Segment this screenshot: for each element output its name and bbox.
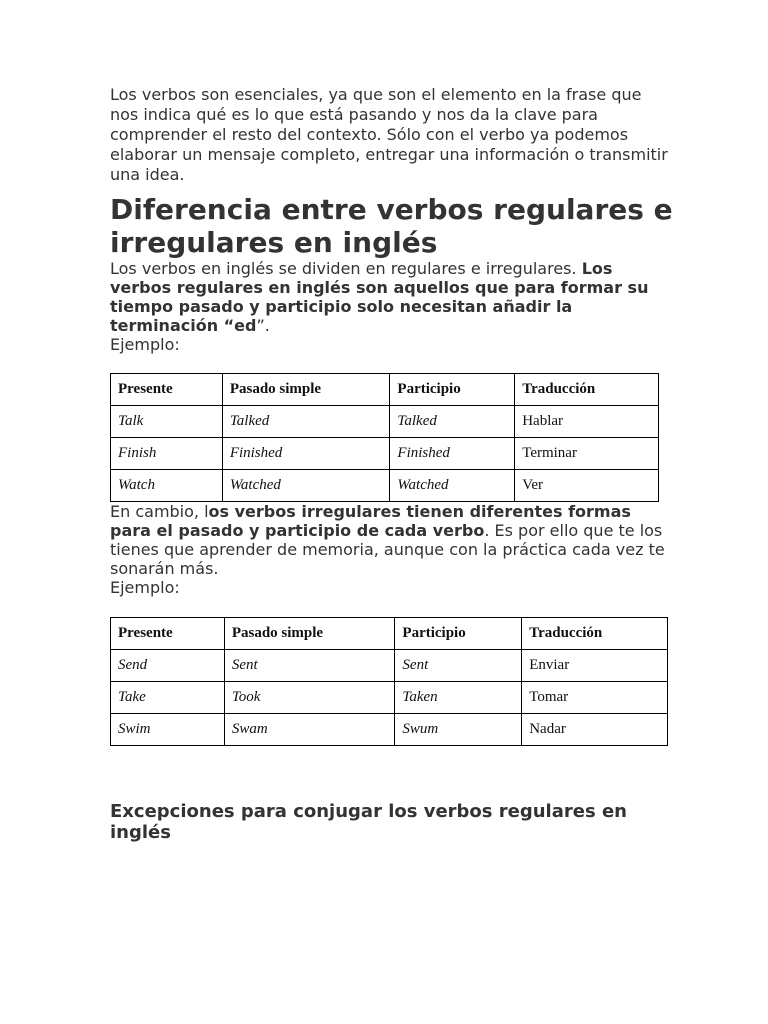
table-row <box>111 650 668 682</box>
table-cell: Watched <box>222 470 390 502</box>
header-cell: Pasado simple <box>224 618 395 650</box>
table-cell: Finished <box>222 438 390 470</box>
table-cell: Tomar <box>522 682 668 714</box>
table-cell: Taken <box>395 682 522 714</box>
header-cell: Participio <box>395 618 522 650</box>
table-cell: Terminar <box>515 438 659 470</box>
table-cell: Hablar <box>515 406 659 438</box>
table-cell: Enviar <box>522 650 668 682</box>
irregular-lead-text: En cambio, l <box>110 502 209 521</box>
table-cell: Talked <box>222 406 390 438</box>
regular-verbs-table <box>110 373 659 502</box>
regular-lead-text: Los verbos en inglés se dividen en regulares e irregulares. <box>110 259 582 278</box>
irregular-verbs-paragraph <box>110 502 670 597</box>
table-cell: Sent <box>395 650 522 682</box>
table-cell: Talk <box>111 406 223 438</box>
irregular-tail-text: . Es por ello que te los tienes que aprender de memoria, aunque con la práctica cada vez te sonarán más. <box>110 521 665 578</box>
regular-tail-text: ”. <box>256 316 270 335</box>
table-row <box>111 438 659 470</box>
intro-paragraph: Los verbos son esenciales, ya que son el elemento en la frase que nos indica qué es lo que está pasando y nos da la clave para comprender el resto del contexto. Sólo con el verbo ya podemos elaborar un mensaje completo, entregar una información o transmitir una idea. <box>110 85 668 184</box>
regular-example-label: Ejemplo: <box>110 335 180 354</box>
table-cell: Swim <box>111 714 225 746</box>
table-cell: Watch <box>111 470 223 502</box>
table-row <box>111 682 668 714</box>
table-row <box>111 470 659 502</box>
table-cell: Talked <box>390 406 515 438</box>
table-cell: Swum <box>395 714 522 746</box>
header-cell: Participio <box>390 374 515 406</box>
table-header-row <box>111 374 659 406</box>
regular-verbs-paragraph <box>110 259 670 354</box>
table-header-row <box>111 618 668 650</box>
header-cell: Traducción <box>515 374 659 406</box>
table-cell: Send <box>111 650 225 682</box>
table-cell: Swam <box>224 714 395 746</box>
table-cell: Finished <box>390 438 515 470</box>
irregular-verbs-table <box>110 617 668 746</box>
subsection-heading: Excepciones para conjugar los verbos regulares en inglés <box>110 801 627 843</box>
regular-bold-text: Los verbos regulares en inglés son aquellos que para formar su tiempo pasado y participio solo necesitan añadir la terminación “ed <box>110 259 649 335</box>
table-cell: Nadar <box>522 714 668 746</box>
table-cell: Sent <box>224 650 395 682</box>
header-cell: Presente <box>111 374 223 406</box>
table-cell: Ver <box>515 470 659 502</box>
table-cell: Watched <box>390 470 515 502</box>
header-cell: Pasado simple <box>222 374 390 406</box>
header-cell: Traducción <box>522 618 668 650</box>
irregular-bold-text: os verbos irregulares tienen diferentes formas para el pasado y participio de cada verbo <box>110 502 631 540</box>
section-heading: Diferencia entre verbos regulares e irregulares en inglés <box>110 193 673 259</box>
table-cell: Finish <box>111 438 223 470</box>
header-cell: Presente <box>111 618 225 650</box>
irregular-example-label: Ejemplo: <box>110 578 180 597</box>
table-row <box>111 406 659 438</box>
table-row <box>111 714 668 746</box>
table-cell: Take <box>111 682 225 714</box>
table-cell: Took <box>224 682 395 714</box>
